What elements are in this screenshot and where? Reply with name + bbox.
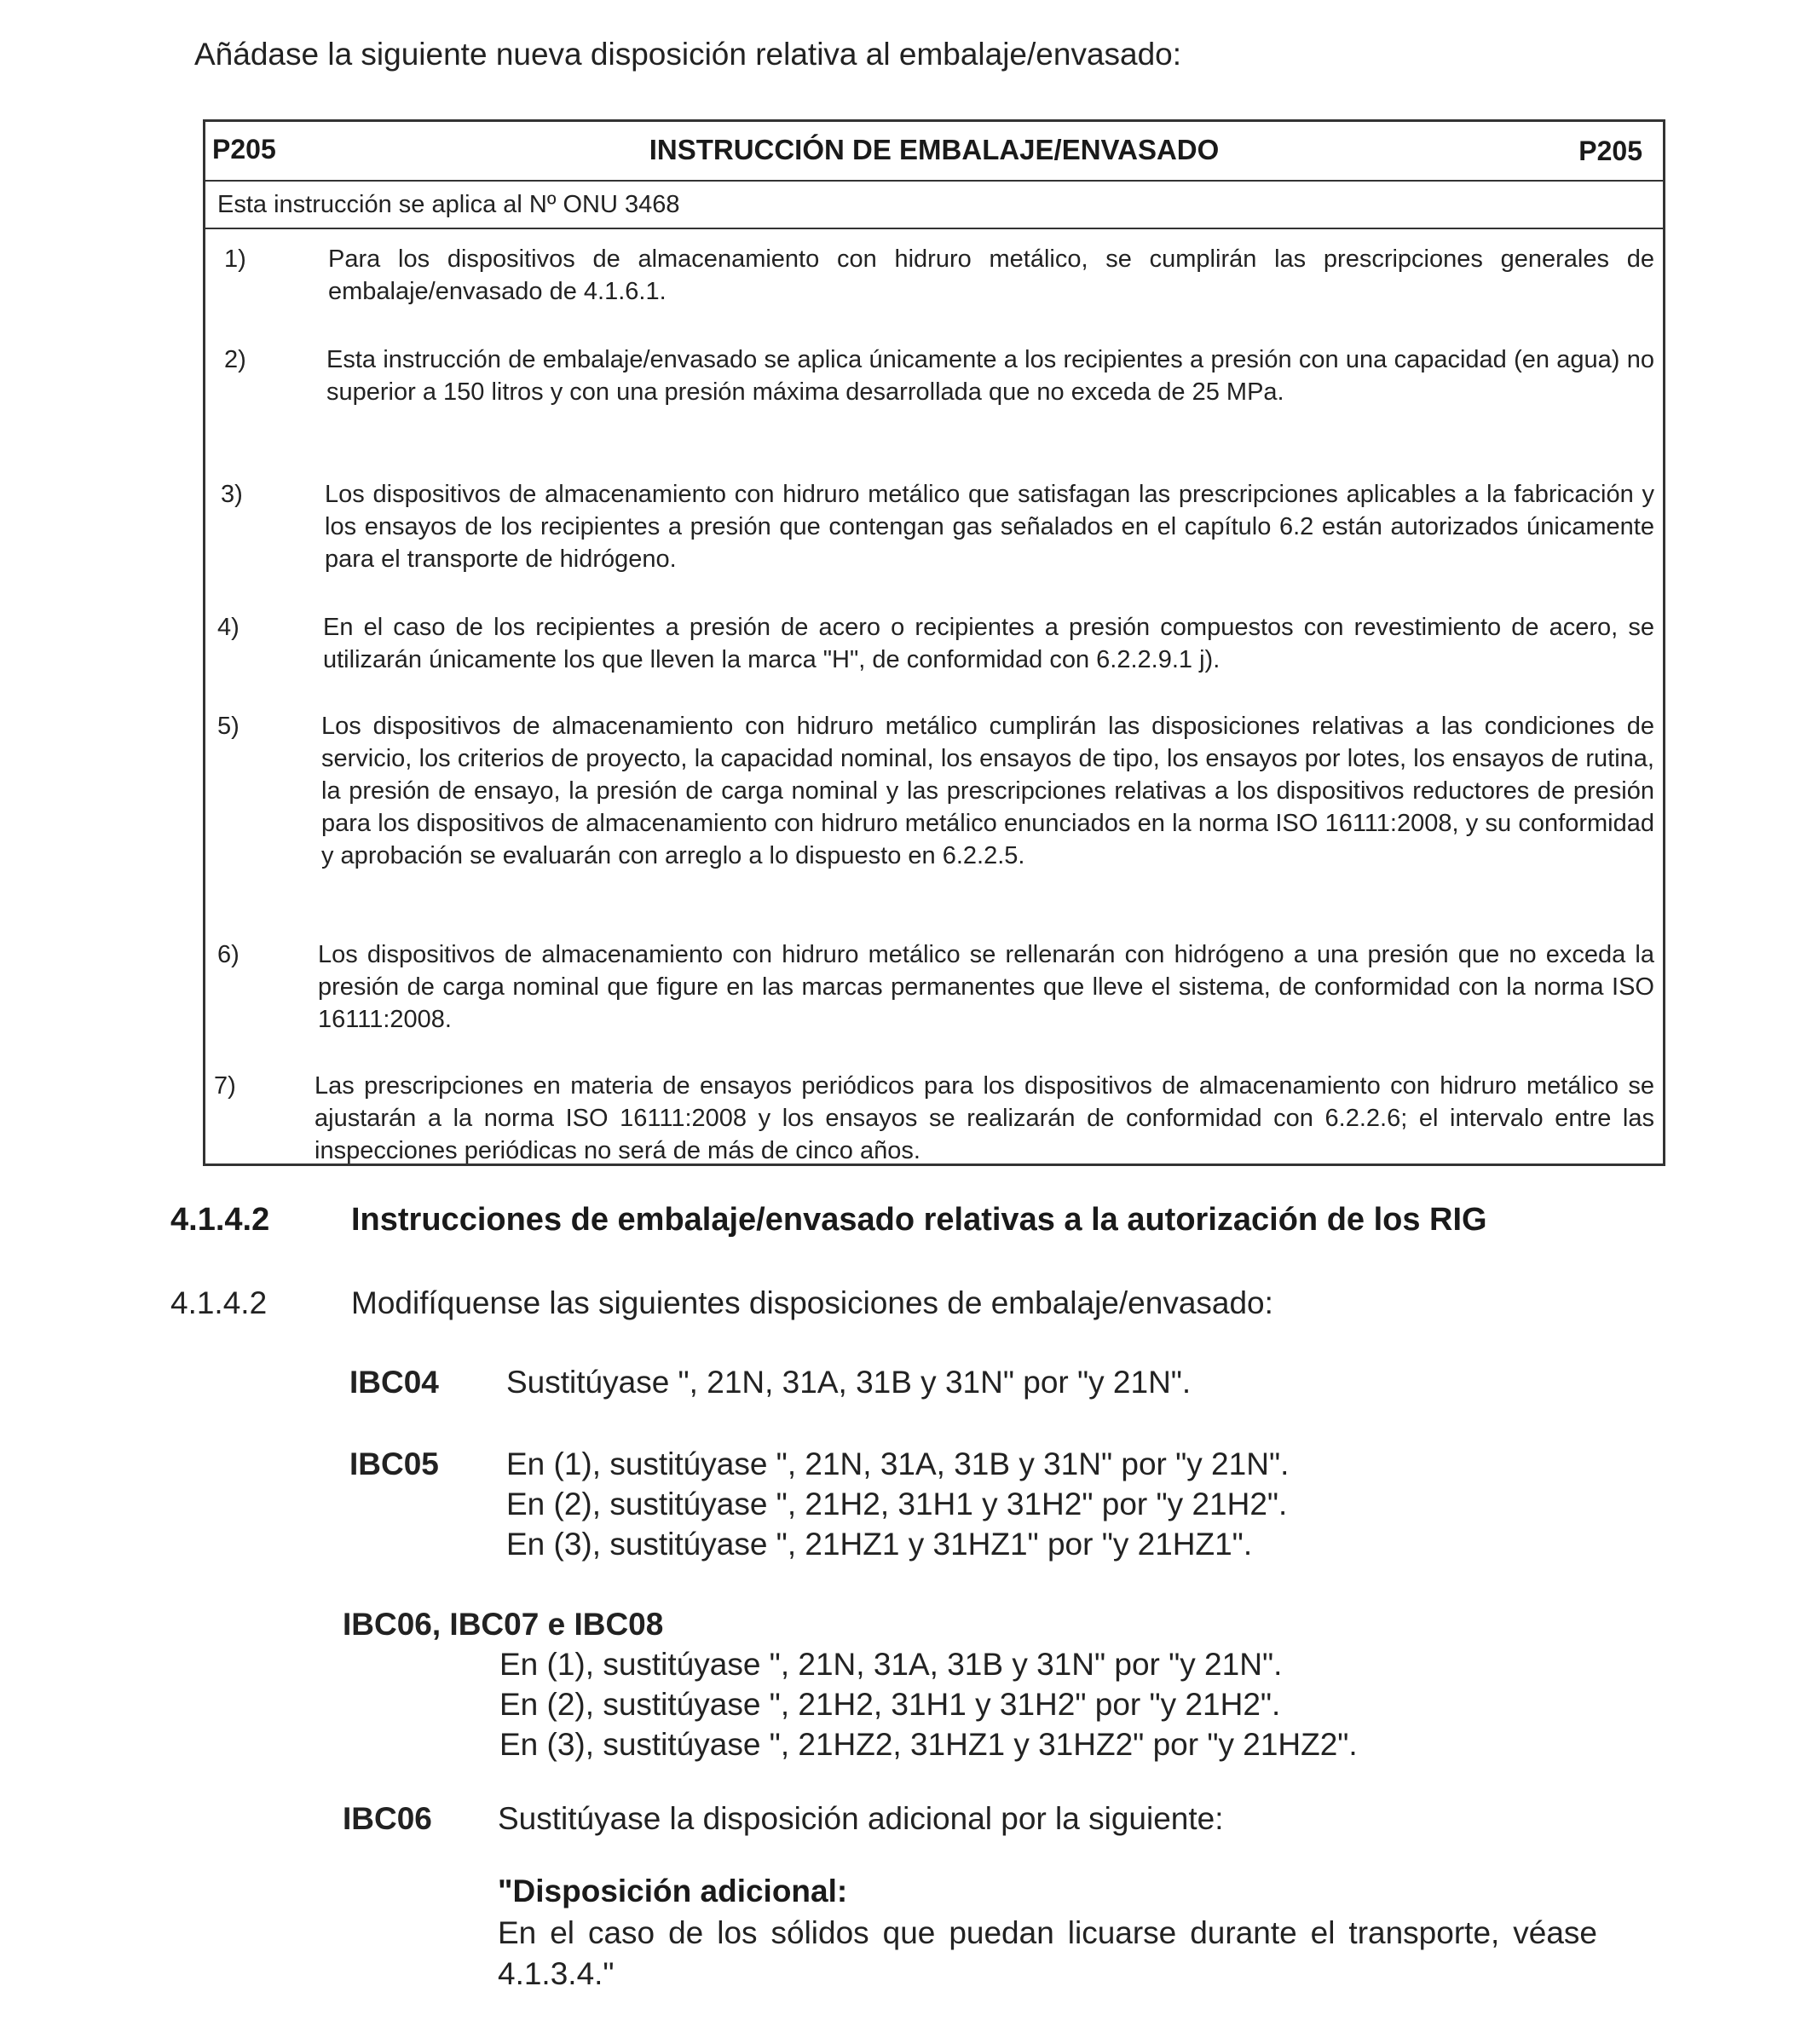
ibc-line: Sustitúyase la disposición adicional por la siguiente:	[498, 1801, 1224, 1836]
item-number: 5)	[217, 713, 239, 740]
item-number: 6)	[217, 941, 239, 968]
ibc-lines	[506, 1362, 1191, 1402]
item-text: Para los dispositivos de almacenamiento con hidruro metálico, se cumplirán las prescripciones generales de embalaje/envasado de 4.1.6.1.	[328, 245, 1654, 305]
additional-provision-text: En el caso de los sólidos que puedan licuarse durante el transporte, véase 4.1.3.4."	[498, 1915, 1597, 1991]
item-number: 4)	[217, 614, 239, 641]
section-text: Modifíquense las siguientes disposiciones de embalaje/envasado:	[351, 1285, 1273, 1320]
item-number: 2)	[224, 346, 246, 373]
section-title: Instrucciones de embalaje/envasado relativas a la autorización de los RIG	[351, 1202, 1487, 1238]
ibc-line: En (1), sustitúyase ", 21N, 31A, 31B y 31N" por "y 21N".	[499, 1647, 1283, 1682]
instruction-scope: Esta instrucción se aplica al Nº ONU 3468	[205, 182, 1663, 229]
instruction-code-left: P205	[212, 134, 276, 165]
ibc-code: IBC04	[349, 1365, 439, 1400]
item-number: 3)	[221, 481, 243, 508]
ibc-line: En (3), sustitúyase ", 21HZ2, 31HZ1 y 31HZ2" por "y 21HZ2".	[499, 1727, 1358, 1762]
item-text: Los dispositivos de almacenamiento con hidruro metálico se rellenarán con hidrógeno a una presión que no exceda la presión de carga nominal que figure en las marcas permanentes que lleve el sistema, de conformidad con la norma ISO 16111:2008.	[318, 941, 1654, 1033]
item-text: Las prescripciones en materia de ensayos periódicos para los dispositivos de almacenamiento con hidruro metálico se ajustarán a la norma ISO 16111:2008 y los ensayos se realizarán de conformidad con 6.2.2.6; el intervalo entre las inspecciones periódicas no será de más de cinco años.	[315, 1072, 1654, 1164]
instruction-title: INSTRUCCIÓN DE EMBALAJE/ENVASADO	[649, 134, 1220, 165]
ibc-code: IBC06, IBC07 e IBC08	[343, 1607, 664, 1642]
packing-instruction-header	[205, 122, 1663, 182]
section-number: 4.1.4.2	[170, 1285, 268, 1320]
ibc-lines	[498, 1799, 1224, 1839]
item-number: 1)	[224, 245, 246, 273]
additional-provision-title: "Disposición adicional:	[498, 1874, 848, 1908]
item-text: Esta instrucción de embalaje/envasado se aplica únicamente a los recipientes a presión con una capacidad (en agua) no superior a 150 litros y con una presión máxima desarrollada que no exceda de 25 MPa.	[326, 346, 1654, 406]
section-number: 4.1.4.2	[170, 1202, 270, 1238]
packing-instruction-box	[203, 119, 1665, 1166]
item-text: Los dispositivos de almacenamiento con hidruro metálico que satisfagan las prescripciones aplicables a la fabricación y los ensayos de los recipientes a presión que contengan gas señalados en el capítulo 6.2 están autorizados únicamente para el transporte de hidrógeno.	[325, 481, 1654, 573]
instruction-code-right: P205	[1578, 136, 1642, 166]
item-text: Los dispositivos de almacenamiento con hidruro metálico cumplirán las disposiciones relativas a las condiciones de servicio, los criterios de proyecto, la capacidad nominal, los ensayos de tipo, los ensayos por lotes, los ensayos de rutina, la presión de ensayo, la presión de carga nominal y las prescripciones relativas a los dispositivos reductores de presión para los dispositivos de almacenamiento con hidruro metálico enunciados en la norma ISO 16111:2008, y su conformidad y aprobación se evaluarán con arreglo a lo dispuesto en 6.2.2.5.	[321, 713, 1654, 869]
ibc-line: En (1), sustitúyase ", 21N, 31A, 31B y 31N" por "y 21N".	[506, 1446, 1290, 1481]
ibc-line: Sustitúyase ", 21N, 31A, 31B y 31N" por "y 21N".	[506, 1365, 1192, 1400]
ibc-code: IBC05	[349, 1446, 439, 1481]
item-number: 7)	[214, 1072, 236, 1100]
ibc-line: En (3), sustitúyase ", 21HZ1 y 31HZ1" por "y 21HZ1".	[506, 1527, 1253, 1562]
intro-text: Añádase la siguiente nueva disposición relativa al embalaje/envasado:	[194, 37, 1182, 72]
ibc-lines	[499, 1644, 1358, 1764]
ibc-lines	[506, 1444, 1289, 1564]
ibc-code: IBC06	[343, 1801, 432, 1836]
ibc-line: En (2), sustitúyase ", 21H2, 31H1 y 31H2" por "y 21H2".	[506, 1487, 1288, 1521]
ibc-line: En (2), sustitúyase ", 21H2, 31H1 y 31H2" por "y 21H2".	[499, 1687, 1281, 1722]
item-text: En el caso de los recipientes a presión de acero o recipientes a presión compuestos con revestimiento de acero, se utilizarán únicamente los que lleven la marca "H", de conformidad con 6.2.2.9.1 j).	[323, 614, 1654, 673]
